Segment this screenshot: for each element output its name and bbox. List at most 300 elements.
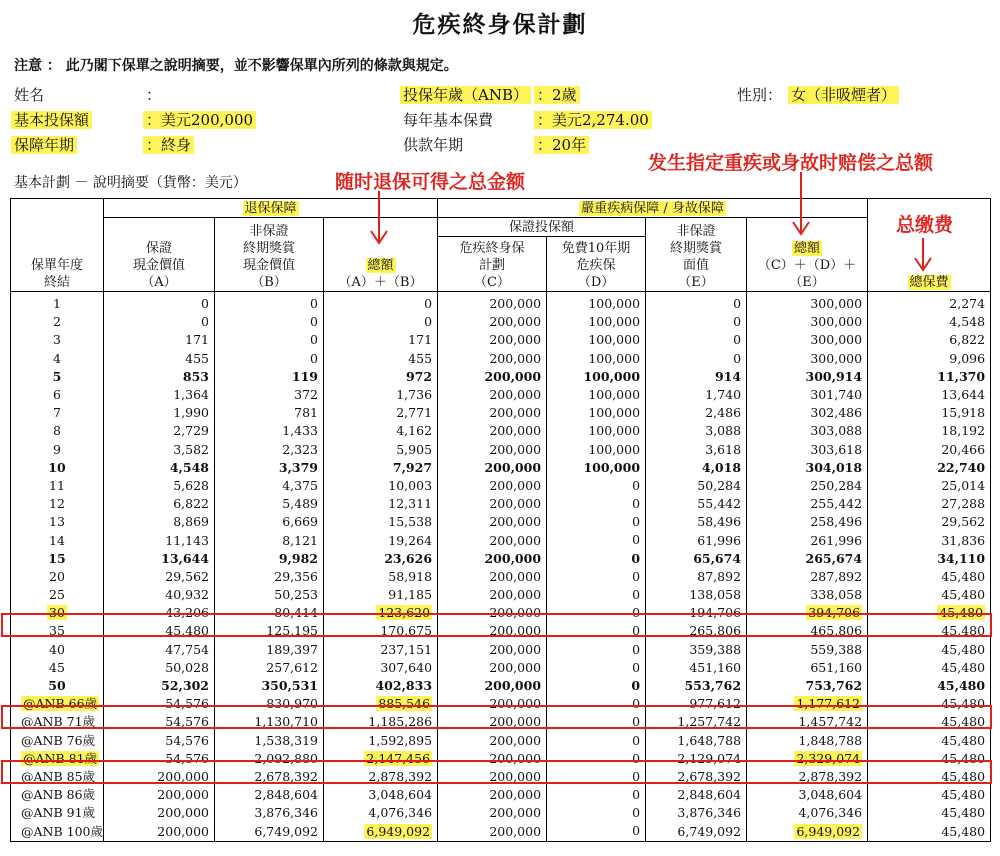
cell-b: 189,397 (215, 641, 324, 659)
cell-c: 200,000 (438, 441, 547, 459)
cell-prem: 29,562 (868, 513, 991, 531)
gender-value: 女（非吸煙者） (788, 86, 899, 104)
cell-c: 200,000 (438, 604, 547, 622)
table-row (11, 641, 991, 659)
table-row (11, 350, 991, 368)
cell-year: 8 (11, 422, 104, 440)
cell-cde: 303,618 (747, 441, 868, 459)
cell-year: 13 (11, 513, 104, 531)
table-row (11, 292, 991, 314)
cell-year: 40 (11, 641, 104, 659)
cell-prem: 45,480 (868, 732, 991, 750)
cell-d: 100,000 (547, 386, 646, 404)
cell-year: @ANB 71歲 (11, 713, 104, 731)
cell-prem: 31,836 (868, 531, 991, 549)
cell-b: 0 (215, 331, 324, 349)
cell-c: 200,000 (438, 622, 547, 640)
cell-c: 200,000 (438, 531, 547, 549)
cell-year: 6 (11, 386, 104, 404)
cell-b: 830,970 (215, 695, 324, 713)
cell-cde: 300,000 (747, 350, 868, 368)
cell-d: 0 (547, 586, 646, 604)
sum-value: ：美元200,000 (143, 111, 256, 129)
cell-cde: 265,674 (747, 550, 868, 568)
cell-d: 100,000 (547, 350, 646, 368)
cell-d: 100,000 (547, 459, 646, 477)
cell-cde: 6,949,092 (747, 822, 868, 841)
cell-a: 5,628 (104, 477, 215, 495)
cell-prem: 45,480 (868, 641, 991, 659)
cell-a: 45,480 (104, 622, 215, 640)
cell-ab: 23,626 (324, 550, 438, 568)
cell-e: 138,058 (646, 586, 747, 604)
cell-d: 100,000 (547, 422, 646, 440)
cell-cde: 2,329,074 (747, 750, 868, 768)
cell-e: 61,996 (646, 531, 747, 549)
cell-prem: 45,480 (868, 768, 991, 786)
cell-e: 553,762 (646, 677, 747, 695)
cell-year: 35 (11, 622, 104, 640)
cell-cde: 559,388 (747, 641, 868, 659)
cell-d: 0 (547, 750, 646, 768)
cell-b: 119 (215, 368, 324, 386)
cell-year: 25 (11, 586, 104, 604)
table-row (11, 331, 991, 349)
table-row (11, 786, 991, 804)
cell-cde: 303,088 (747, 422, 868, 440)
cell-e: 451,160 (646, 659, 747, 677)
cell-d: 0 (547, 732, 646, 750)
cell-b: 125,195 (215, 622, 324, 640)
arrow-premium-icon (913, 238, 933, 274)
cell-c: 200,000 (438, 568, 547, 586)
cell-prem: 45,480 (868, 586, 991, 604)
cell-b: 4,375 (215, 477, 324, 495)
cell-ab: 91,185 (324, 586, 438, 604)
cell-b: 2,848,604 (215, 786, 324, 804)
cell-b: 2,678,392 (215, 768, 324, 786)
cell-d: 100,000 (547, 313, 646, 331)
table-row (11, 804, 991, 822)
cell-e: 1,740 (646, 386, 747, 404)
cell-c: 200,000 (438, 768, 547, 786)
annotation-claim: 发生指定重疾或身故时赔偿之总额 (648, 152, 934, 174)
cell-b: 781 (215, 404, 324, 422)
cell-cde: 302,486 (747, 404, 868, 422)
cell-ab: 1,185,286 (324, 713, 438, 731)
cell-c: 200,000 (438, 331, 547, 349)
cell-d: 100,000 (547, 292, 646, 314)
cell-e: 6,749,092 (646, 822, 747, 841)
cell-e: 914 (646, 368, 747, 386)
cell-prem: 11,370 (868, 368, 991, 386)
table-row (11, 659, 991, 677)
cell-ab: 6,949,092 (324, 822, 438, 841)
cell-d: 100,000 (547, 331, 646, 349)
cell-e: 3,088 (646, 422, 747, 440)
cell-e: 50,284 (646, 477, 747, 495)
cell-b: 2,092,880 (215, 750, 324, 768)
header-guaranteed-sum: 保證投保額 (438, 218, 646, 237)
cell-ab: 5,905 (324, 441, 438, 459)
table-row (11, 531, 991, 549)
cell-e: 1,648,788 (646, 732, 747, 750)
cell-cde: 4,076,346 (747, 804, 868, 822)
cell-ab: 1,736 (324, 386, 438, 404)
cell-e: 3,618 (646, 441, 747, 459)
cell-cde: 255,442 (747, 495, 868, 513)
cell-prem: 34,110 (868, 550, 991, 568)
cell-year: @ANB 85歲 (11, 768, 104, 786)
table-row (11, 568, 991, 586)
cell-year: 10 (11, 459, 104, 477)
header-cde: 總額 （C）＋（D）＋（E） (747, 218, 868, 292)
cell-d: 0 (547, 531, 646, 549)
table-row (11, 822, 991, 841)
cell-a: 47,754 (104, 641, 215, 659)
cell-cde: 651,160 (747, 659, 868, 677)
cell-b: 372 (215, 386, 324, 404)
cell-e: 359,388 (646, 641, 747, 659)
cell-prem: 45,480 (868, 695, 991, 713)
cell-year: @ANB 91歲 (11, 804, 104, 822)
cell-d: 100,000 (547, 368, 646, 386)
cell-b: 3,379 (215, 459, 324, 477)
cell-cde: 250,284 (747, 477, 868, 495)
cell-cde: 300,914 (747, 368, 868, 386)
name-value: ： (146, 86, 162, 104)
cell-a: 1,990 (104, 404, 215, 422)
cell-c: 200,000 (438, 659, 547, 677)
cell-ab: 1,592,895 (324, 732, 438, 750)
cell-ab: 10,003 (324, 477, 438, 495)
cell-ab: 3,048,604 (324, 786, 438, 804)
cell-d: 0 (547, 804, 646, 822)
cell-cde: 394,706 (747, 604, 868, 622)
cell-d: 0 (547, 713, 646, 731)
cell-a: 0 (104, 292, 215, 314)
pay-value: ：20年 (534, 136, 589, 154)
cell-cde: 465,806 (747, 622, 868, 640)
cell-cde: 300,000 (747, 292, 868, 314)
cell-e: 2,678,392 (646, 768, 747, 786)
cell-c: 200,000 (438, 368, 547, 386)
cell-prem: 45,480 (868, 804, 991, 822)
cell-prem: 6,822 (868, 331, 991, 349)
sum-label: 基本投保額 (11, 111, 92, 129)
cell-b: 0 (215, 350, 324, 368)
cell-prem: 2,274 (868, 292, 991, 314)
cell-e: 0 (646, 313, 747, 331)
table-row (11, 586, 991, 604)
table-row (11, 441, 991, 459)
cell-c: 200,000 (438, 313, 547, 331)
cell-d: 0 (547, 550, 646, 568)
cell-d: 0 (547, 477, 646, 495)
cell-ab: 4,162 (324, 422, 438, 440)
cell-ab: 2,771 (324, 404, 438, 422)
table-row (11, 550, 991, 568)
cell-ab: 972 (324, 368, 438, 386)
cell-cde: 261,996 (747, 531, 868, 549)
cell-a: 200,000 (104, 804, 215, 822)
cell-ab: 15,538 (324, 513, 438, 531)
cell-d: 0 (547, 677, 646, 695)
header-protection-group: 嚴重疾病保障 / 身故保障 (438, 199, 868, 218)
arrow-surrender-icon (369, 191, 389, 249)
cell-d: 0 (547, 768, 646, 786)
cell-e: 0 (646, 350, 747, 368)
cell-d: 0 (547, 659, 646, 677)
cell-c: 200,000 (438, 477, 547, 495)
cell-a: 4,548 (104, 459, 215, 477)
cell-a: 455 (104, 350, 215, 368)
cell-e: 87,892 (646, 568, 747, 586)
cell-b: 3,876,346 (215, 804, 324, 822)
cell-a: 853 (104, 368, 215, 386)
page-title: 危疾終身保計劃 (412, 11, 588, 38)
cell-a: 13,644 (104, 550, 215, 568)
header-d: 免費10年期 危疾保 （D） (547, 237, 646, 292)
premium-label: 每年基本保費 (403, 111, 494, 129)
premium-value: ：美元2,274.00 (534, 111, 652, 129)
cell-a: 1,364 (104, 386, 215, 404)
table-row (11, 368, 991, 386)
cell-prem: 25,014 (868, 477, 991, 495)
cell-cde: 300,000 (747, 313, 868, 331)
cell-b: 29,356 (215, 568, 324, 586)
cell-e: 65,674 (646, 550, 747, 568)
cell-year: 15 (11, 550, 104, 568)
cell-e: 977,612 (646, 695, 747, 713)
cell-cde: 1,457,742 (747, 713, 868, 731)
cell-c: 200,000 (438, 350, 547, 368)
cell-year: @ANB 100歲 (11, 822, 104, 841)
cell-ab: 2,878,392 (324, 768, 438, 786)
cell-year: @ANB 76歲 (11, 732, 104, 750)
cell-c: 200,000 (438, 292, 547, 314)
cell-a: 50,028 (104, 659, 215, 677)
cell-ab: 4,076,346 (324, 804, 438, 822)
highlight-row-30 (1, 613, 992, 637)
cell-d: 0 (547, 641, 646, 659)
cell-a: 54,576 (104, 732, 215, 750)
cell-a: 2,729 (104, 422, 215, 440)
cell-d: 0 (547, 786, 646, 804)
cell-cde: 1,177,612 (747, 695, 868, 713)
cell-a: 3,582 (104, 441, 215, 459)
term-value: ：終身 (143, 136, 194, 154)
cell-ab: 2,147,456 (324, 750, 438, 768)
cell-prem: 22,740 (868, 459, 991, 477)
cell-ab: 307,640 (324, 659, 438, 677)
table-body (11, 292, 991, 842)
cell-cde: 300,000 (747, 331, 868, 349)
cell-prem: 45,480 (868, 677, 991, 695)
table-row (11, 477, 991, 495)
cell-b: 1,433 (215, 422, 324, 440)
cell-ab: 58,918 (324, 568, 438, 586)
cell-a: 40,932 (104, 586, 215, 604)
annotation-total-premium: 总缴费 (896, 214, 954, 236)
table-row (11, 513, 991, 531)
cell-d: 0 (547, 604, 646, 622)
pay-label: 供款年期 (403, 136, 464, 154)
cell-year: 7 (11, 404, 104, 422)
annotation-surrender: 随时退保可得之总金额 (335, 171, 526, 193)
header-year: 保單年度 終結 (11, 199, 104, 292)
cell-cde: 304,018 (747, 459, 868, 477)
cell-ab: 0 (324, 292, 438, 314)
cell-a: 54,576 (104, 750, 215, 768)
age-label: 投保年歲（ANB） (400, 86, 531, 104)
header-surrender-group: 退保保障 (104, 199, 438, 218)
cell-year: 3 (11, 331, 104, 349)
cell-e: 1,257,742 (646, 713, 747, 731)
cell-prem: 45,480 (868, 713, 991, 731)
cell-b: 9,982 (215, 550, 324, 568)
notice-text: 注意 ： 此乃閣下保單之說明摘要，並不影響保單內所列的條款與規定。 (14, 58, 458, 74)
cell-b: 80,414 (215, 604, 324, 622)
cell-year: @ANB 81歲 (11, 750, 104, 768)
cell-prem: 45,480 (868, 786, 991, 804)
cell-prem: 45,480 (868, 568, 991, 586)
cell-d: 0 (547, 495, 646, 513)
cell-c: 200,000 (438, 786, 547, 804)
age-value: ：2歲 (534, 86, 580, 104)
cell-e: 58,496 (646, 513, 747, 531)
cell-a: 171 (104, 331, 215, 349)
cell-a: 0 (104, 313, 215, 331)
cell-e: 4,018 (646, 459, 747, 477)
cell-cde: 3,048,604 (747, 786, 868, 804)
cell-a: 54,576 (104, 695, 215, 713)
cell-a: 11,143 (104, 531, 215, 549)
cell-b: 6,749,092 (215, 822, 324, 841)
name-label: 姓名 (14, 86, 45, 104)
cell-e: 3,876,346 (646, 804, 747, 822)
cell-b: 350,531 (215, 677, 324, 695)
cell-d: 100,000 (547, 404, 646, 422)
cell-cde: 1,848,788 (747, 732, 868, 750)
cell-cde: 301,740 (747, 386, 868, 404)
cell-d: 0 (547, 568, 646, 586)
cell-c: 200,000 (438, 822, 547, 841)
header-premium: 總保費 (868, 199, 991, 292)
cell-prem: 27,288 (868, 495, 991, 513)
cell-ab: 885,546 (324, 695, 438, 713)
cell-d: 0 (547, 622, 646, 640)
cell-year: 2 (11, 313, 104, 331)
cell-b: 1,538,319 (215, 732, 324, 750)
cell-a: 200,000 (104, 822, 215, 841)
cell-year: 30 (11, 604, 104, 622)
cell-cde: 753,762 (747, 677, 868, 695)
cell-year: 5 (11, 368, 104, 386)
cell-year: 50 (11, 677, 104, 695)
cell-prem: 45,480 (868, 822, 991, 841)
cell-ab: 237,151 (324, 641, 438, 659)
header-e: 非保證 終期獎賞 面值 （E） (646, 218, 747, 292)
cell-ab: 402,833 (324, 677, 438, 695)
cell-cde: 287,892 (747, 568, 868, 586)
cell-ab: 455 (324, 350, 438, 368)
cell-prem: 45,480 (868, 622, 991, 640)
cell-e: 0 (646, 331, 747, 349)
header-ab: 總額 （A）＋（B） (324, 218, 438, 292)
cell-c: 200,000 (438, 713, 547, 731)
gender-label: 性別： (737, 86, 783, 104)
header-c: 危疾終身保 計劃 （C） (438, 237, 547, 292)
cell-prem: 4,548 (868, 313, 991, 331)
cell-c: 200,000 (438, 459, 547, 477)
cell-c: 200,000 (438, 750, 547, 768)
cell-e: 0 (646, 292, 747, 314)
cell-prem: 45,480 (868, 750, 991, 768)
illustration-table (10, 198, 991, 842)
cell-ab: 19,264 (324, 531, 438, 549)
cell-c: 200,000 (438, 386, 547, 404)
cell-a: 200,000 (104, 768, 215, 786)
cell-c: 200,000 (438, 404, 547, 422)
table-row (11, 404, 991, 422)
table-row (11, 732, 991, 750)
highlight-row-anb81 (1, 760, 992, 784)
cell-ab: 123,620 (324, 604, 438, 622)
cell-cde: 338,058 (747, 586, 868, 604)
cell-b: 5,489 (215, 495, 324, 513)
cell-a: 54,576 (104, 713, 215, 731)
cell-a: 8,869 (104, 513, 215, 531)
cell-a: 43,206 (104, 604, 215, 622)
cell-e: 55,442 (646, 495, 747, 513)
cell-d: 0 (547, 513, 646, 531)
term-label: 保障年期 (11, 136, 77, 154)
cell-b: 8,121 (215, 531, 324, 549)
header-b: 非保證 終期獎賞 現金價值 （B） (215, 218, 324, 292)
cell-ab: 171 (324, 331, 438, 349)
cell-prem: 18,192 (868, 422, 991, 440)
cell-prem: 20,466 (868, 441, 991, 459)
cell-ab: 12,311 (324, 495, 438, 513)
cell-year: 4 (11, 350, 104, 368)
cell-c: 200,000 (438, 513, 547, 531)
cell-c: 200,000 (438, 677, 547, 695)
cell-c: 200,000 (438, 586, 547, 604)
cell-c: 200,000 (438, 422, 547, 440)
cell-c: 200,000 (438, 732, 547, 750)
highlight-row-anb66 (1, 705, 992, 729)
cell-prem: 9,096 (868, 350, 991, 368)
header-a: 保證 現金價值 （A） (104, 218, 215, 292)
cell-c: 200,000 (438, 695, 547, 713)
cell-year: @ANB 86歲 (11, 786, 104, 804)
cell-a: 200,000 (104, 786, 215, 804)
cell-prem: 13,644 (868, 386, 991, 404)
plan-summary: 基本計劃 － 說明摘要（貨幣：美元） (14, 175, 247, 191)
cell-b: 0 (215, 292, 324, 314)
table-row (11, 677, 991, 695)
cell-year: 14 (11, 531, 104, 549)
cell-year: @ANB 66歲 (11, 695, 104, 713)
cell-b: 6,669 (215, 513, 324, 531)
cell-c: 200,000 (438, 495, 547, 513)
table-row (11, 422, 991, 440)
cell-c: 200,000 (438, 804, 547, 822)
table-row (11, 459, 991, 477)
cell-e: 265,806 (646, 622, 747, 640)
cell-a: 29,562 (104, 568, 215, 586)
